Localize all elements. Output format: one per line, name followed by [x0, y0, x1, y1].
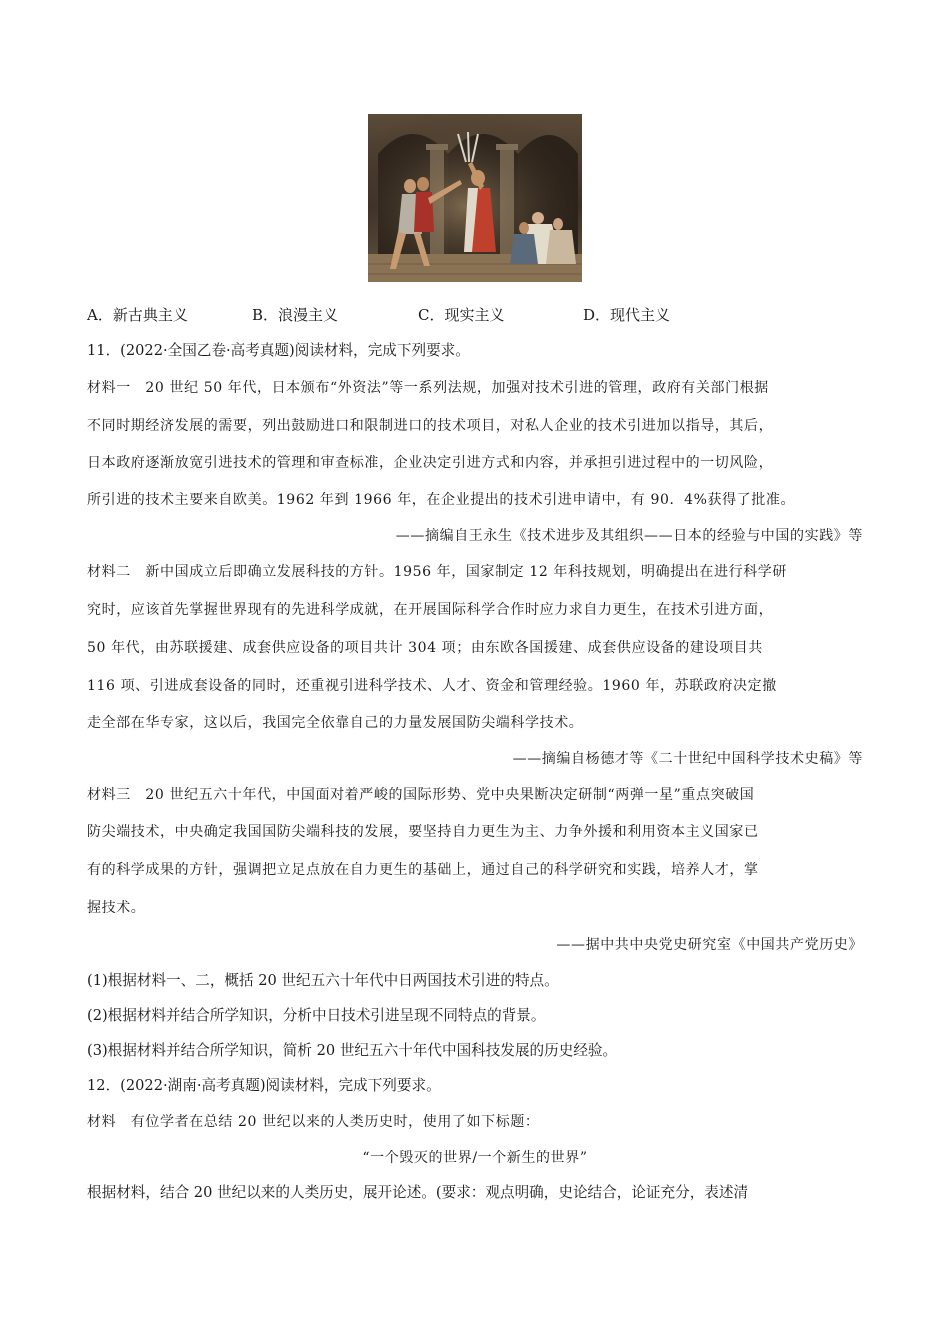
- material-2-line: 116 项、引进成套设备的同时，还重视引进科学技术、人才、资金和管理经验。1960 年，苏联政府决定撤: [87, 678, 777, 694]
- material-1-line: 材料一 20 世纪 50 年代，日本颁布“外资法”等一系列法规，加强对技术引进的管理，政府有关部门根据: [87, 380, 769, 396]
- material-1-line: 不同时期经济发展的需要，列出鼓励进口和限制进口的技术项目，对私人企业的技术引进加以指导，其后，: [87, 418, 774, 434]
- question-11-header: 11．(2022·全国乙卷·高考真题)阅读材料，完成下列要求。: [87, 342, 470, 359]
- option-a: A．新古典主义: [87, 306, 188, 324]
- material-3-line: 握技术。: [87, 900, 146, 916]
- material-1-source: ——摘编自王永生《技术进步及其组织——日本的经验与中国的实践》等: [395, 528, 863, 544]
- material-2-line: 50 年代，由苏联援建、成套供应设备的项目共计 304 项；由东欧各国援建、成套供应设备的建设项目共: [87, 640, 763, 656]
- option-d: D．现代主义: [583, 306, 671, 324]
- material-3-source: ——据中共中央党史研究室《中国共产党历史》: [556, 937, 863, 953]
- option-c: C．现实主义: [418, 306, 505, 324]
- material-1-line: 所引进的技术主要来自欧美。1962 年到 1966 年，在企业提出的技术引进申请中，有 90．4%获得了批准。: [87, 492, 796, 508]
- material-2-line: 究时，应该首先掌握世界现有的先进科学成就，在开展国际科学合作时应力求自力更生，在技术引进方面，: [87, 602, 774, 618]
- question-12-header: 12．(2022·湖南·高考真题)阅读材料，完成下列要求。: [87, 1077, 441, 1094]
- question-12-quote: “一个毁灭的世界/一个新生的世界”: [362, 1150, 588, 1166]
- option-b: B．浪漫主义: [252, 306, 339, 324]
- question-11-sub-2: (2)根据材料并结合所学知识，分析中日技术引进呈现不同特点的背景。: [87, 1007, 546, 1024]
- material-3-line: 有的科学成果的方针，强调把立足点放在自力更生的基础上，通过自己的科学研究和实践，培养人才，掌: [87, 862, 759, 878]
- material-1-line: 日本政府逐渐放宽引进技术的管理和审查标准，企业决定引进方式和内容，并承担引进过程中的一切风险，: [87, 455, 774, 471]
- material-2-line: 材料二 新中国成立后即确立发展科技的方针。1956 年，国家制定 12 年科技规划，明确提出在进行科学研: [87, 564, 787, 580]
- material-2-source: ——摘编自杨德才等《二十世纪中国科学技术史稿》等: [512, 751, 863, 767]
- painting-illustration: [368, 114, 582, 282]
- question-11-sub-1: (1)根据材料一、二，概括 20 世纪五六十年代中日两国技术引进的特点。: [87, 972, 559, 989]
- painting-image: [368, 114, 582, 282]
- question-12-material: 材料 有位学者在总结 20 世纪以来的人类历史时，使用了如下标题：: [87, 1114, 540, 1130]
- material-3-line: 材料三 20 世纪五六十年代，中国面对着严峻的国际形势、党中央果断决定研制“两弹一星”重点突破国: [87, 787, 755, 803]
- question-11-sub-3: (3)根据材料并结合所学知识，简析 20 世纪五六十年代中国科技发展的历史经验。: [87, 1042, 618, 1059]
- material-3-line: 防尖端技术，中央确定我国国防尖端科技的发展，要坚持自力更生为主、力争外援和利用资本主义国家已: [87, 824, 759, 840]
- material-2-line: 走全部在华专家，这以后，我国完全依靠自己的力量发展国防尖端科学技术。: [87, 715, 584, 731]
- question-12-instruction: 根据材料，结合 20 世纪以来的人类历史，展开论述。(要求：观点明确，史论结合，论证充分，表述清: [87, 1184, 749, 1201]
